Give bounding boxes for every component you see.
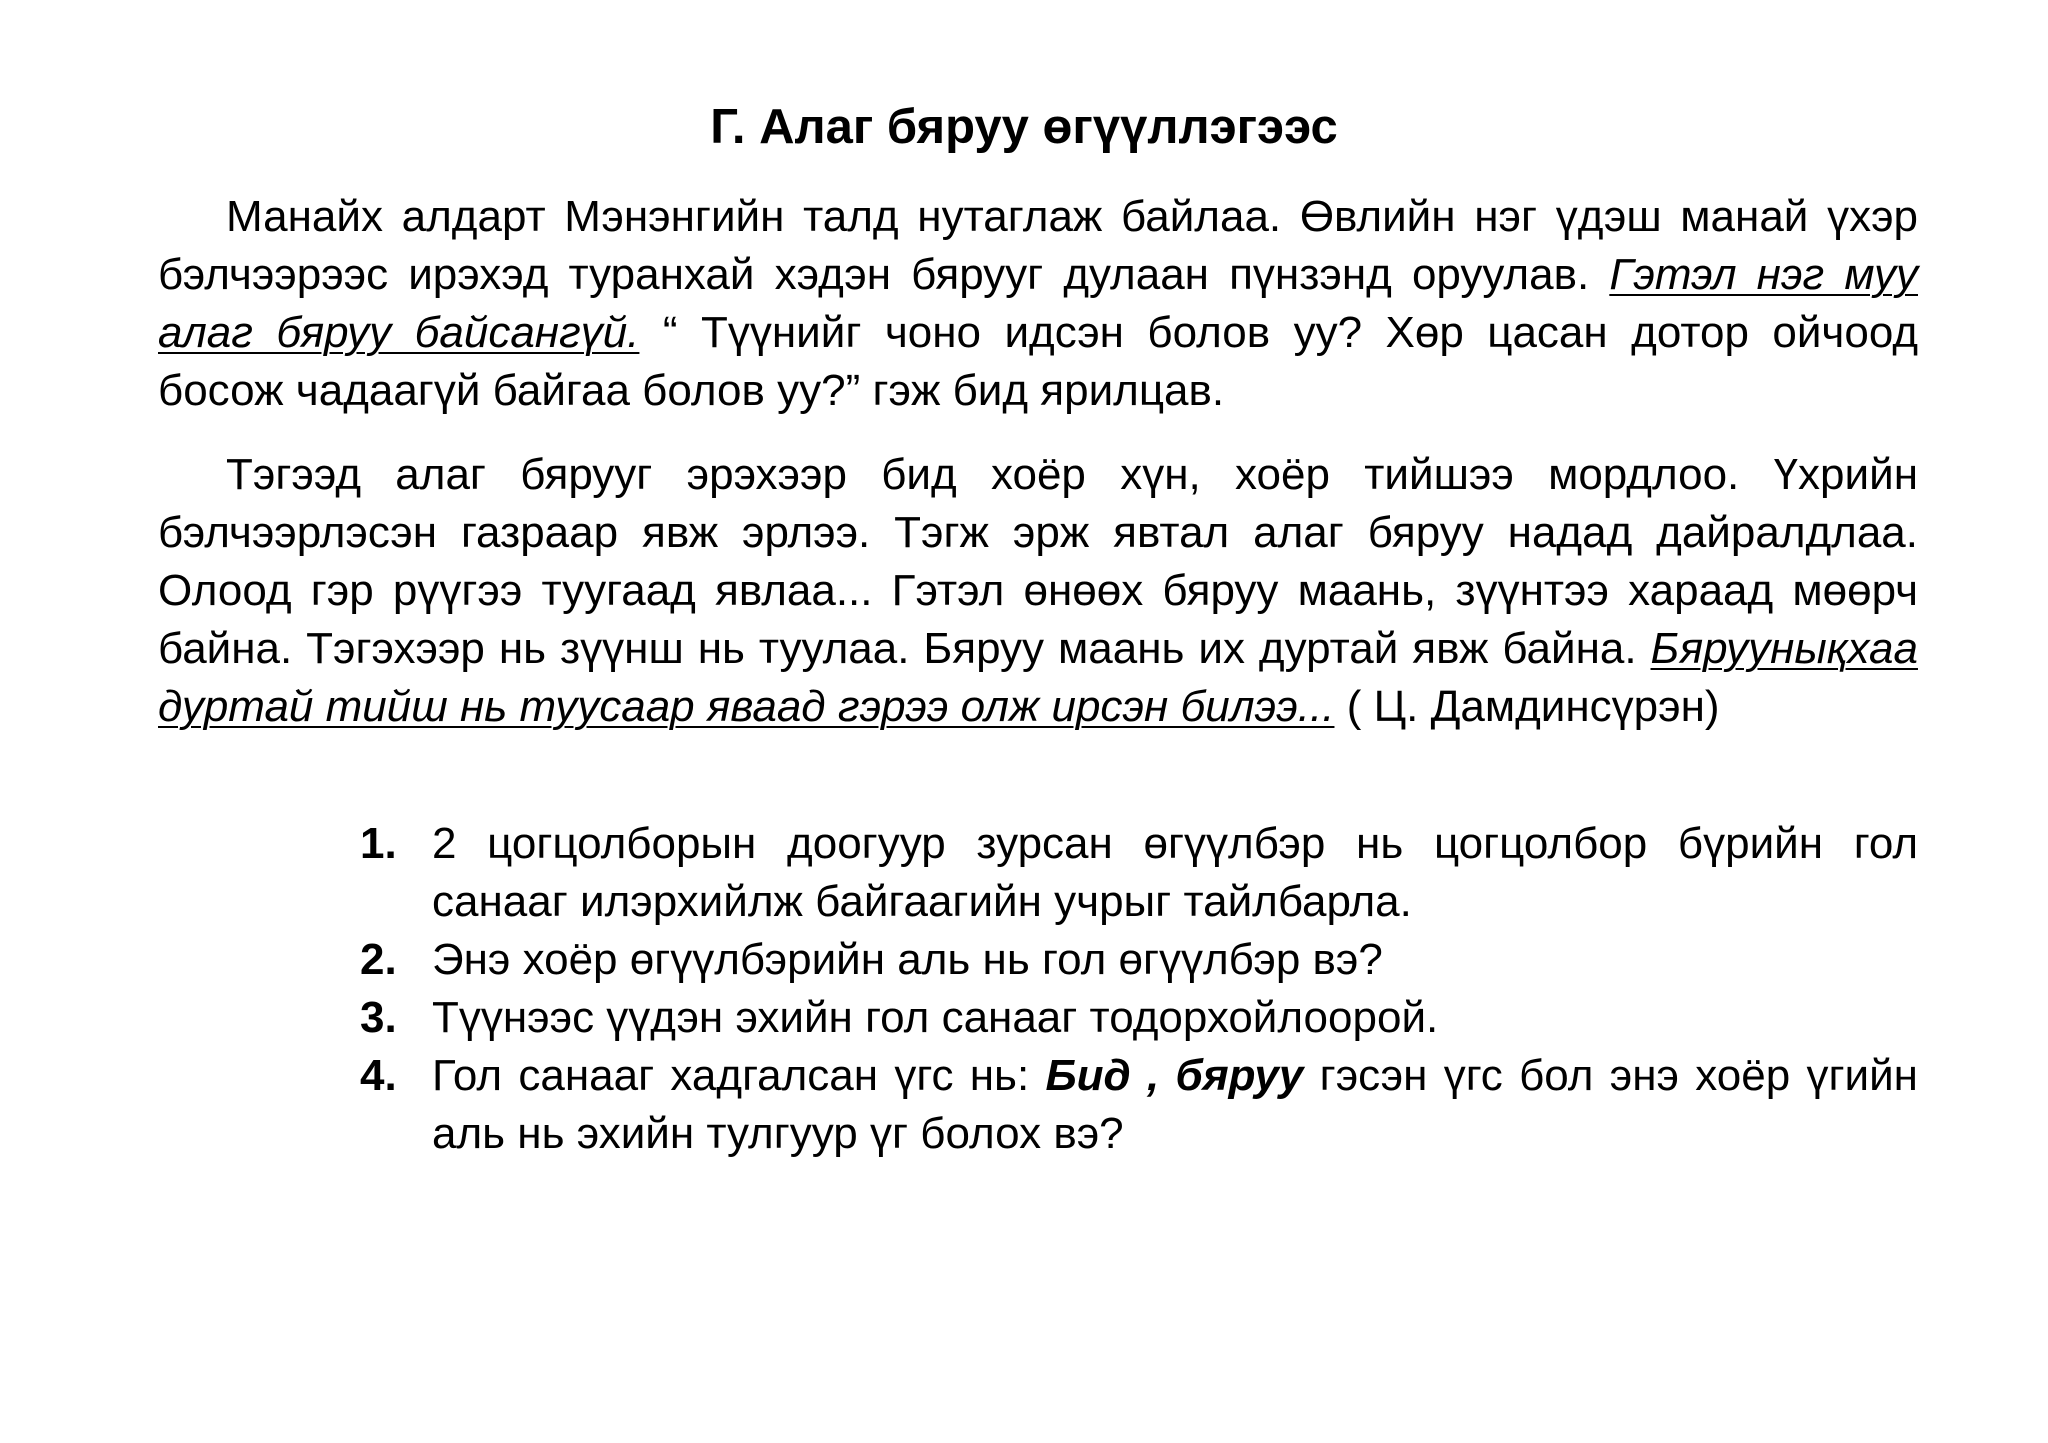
story-paragraph-1 — [158, 188, 1918, 420]
question-number: 4. — [360, 1051, 397, 1100]
paragraph-2-main-sentence: Бяруунықхаа дуртай тийш нь туусаар яваад гэрээ олж ирсэн билээ... — [158, 624, 1918, 731]
story-paragraph-2 — [158, 446, 1918, 736]
document-title: Г. Алаг бяруу өгүүллэгээс — [710, 100, 1338, 154]
question-list — [360, 815, 1918, 1163]
question-item — [360, 815, 1918, 931]
key-words: Бид , бяруу — [1045, 1051, 1304, 1100]
question-number: 1. — [360, 819, 397, 868]
paragraph-1-text-continued: “ Түүнийг чоно идсэн болов уу? Хөр цасан дотор ойчоод босож чадаагүй байгаа болов уу?” гэж бид ярилцав. — [158, 308, 1918, 415]
question-text: Энэ хоёр өгүүлбэрийн аль нь гол өгүүлбэр вэ? — [432, 935, 1383, 984]
author-credit: ( Ц. Дамдинсүрэн) — [1346, 682, 1720, 731]
question-number: 3. — [360, 993, 397, 1042]
question-item — [360, 931, 1918, 989]
question-item — [360, 1047, 1918, 1163]
question-number: 2. — [360, 935, 397, 984]
paragraph-1-main-sentence: Гэтэл нэг муу алаг бяруу байсангүй. — [158, 250, 1918, 357]
question-item — [360, 989, 1918, 1047]
question-text: Түүнээс үүдэн эхийн гол санааг тодорхойлоорой. — [432, 993, 1439, 1042]
question-text: Гол санааг хадгалсан үгс нь: — [432, 1051, 1030, 1100]
paragraph-1-text: Манайх алдарт Мэнэнгийн талд нутаглаж байлаа. Өвлийн нэг үдэш манай үхэр бэлчээрээс ирэхэд туранхай хэдэн бярууг дулаан пүнзэнд оруулав. — [158, 192, 1918, 299]
question-text: 2 цогцолборын доогуур зурсан өгүүлбэр нь цогцолбор бүрийн гол санааг илэрхийлж байгаагийн учрыг тайлбарла. — [432, 819, 1918, 926]
question-text-continued: гэсэн үгс бол энэ хоёр үгийн аль нь эхийн тулгуур үг болох вэ? — [432, 1051, 1918, 1158]
paragraph-2-text: Тэгээд алаг бярууг эрэхээр бид хоёр хүн, хоёр тийшээ мордлоо. Үхрийн бэлчээрлэсэн газраар явж эрлээ. Тэгж эрж явтал алаг бяруу надад дайралдлаа. Олоод гэр рүүгээ туугаад явлаа... Гэтэл өнөөх бяруу маань, зүүнтээ хараад мөөрч байна. Тэгэхээр нь зүүнш нь туулаа. Бяруу маань их дуртай явж байна. — [158, 450, 1918, 673]
